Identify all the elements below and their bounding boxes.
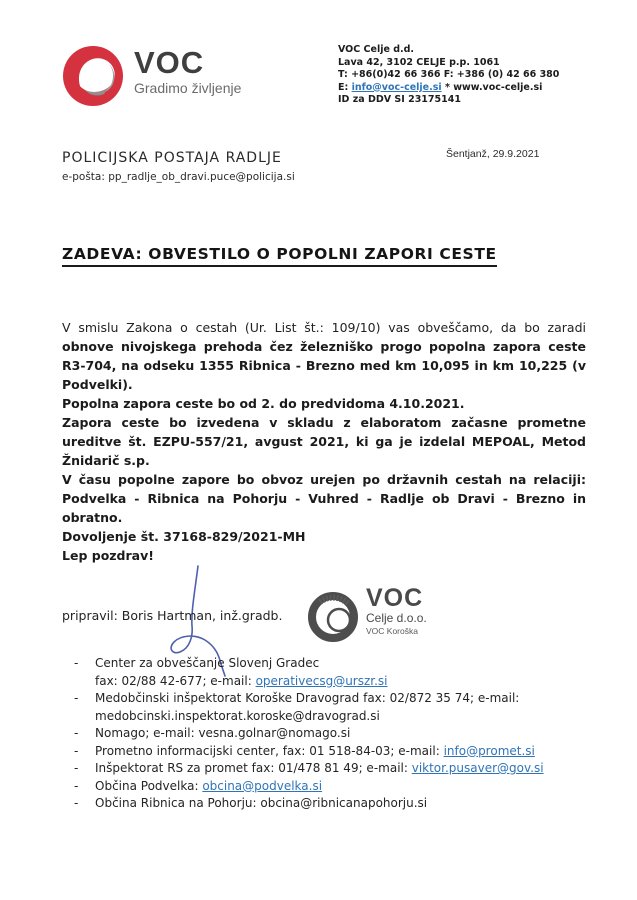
logo-tagline: Gradimo življenje <box>134 80 242 96</box>
contact-item <box>74 795 586 813</box>
contact-content <box>95 725 350 743</box>
contact-content <box>95 743 535 761</box>
contact-bullet: - <box>74 778 79 793</box>
company-email-line <box>338 82 608 95</box>
contact-item <box>74 655 586 690</box>
contact-email-link[interactable]: viktor.pusaver@gov.si <box>411 761 544 775</box>
contact-content <box>95 655 388 690</box>
contact-item <box>74 760 586 778</box>
contact-content <box>95 778 322 796</box>
contact-content <box>95 690 519 725</box>
contact-content <box>95 760 544 778</box>
contact-text: Nomago; e-mail: vesna.golnar@nomago.si <box>95 726 351 740</box>
permit-number: Dovoljenje št. 37168-829/2021-MH <box>62 529 306 544</box>
contact-bullet: - <box>74 691 79 705</box>
recipient-email: e-pošta: pp_radlje_ob_dravi.puce@policija.si <box>62 171 295 183</box>
paragraph-intro <box>62 318 586 394</box>
paragraph-closure-dates: Popolna zapora ceste bo od 2. do predvidoma 4.10.2021. <box>62 396 465 411</box>
contact-bullet: - <box>74 796 79 810</box>
company-vat-id: ID za DDV SI 23175141 <box>338 94 461 105</box>
recipient-name: POLICIJSKA POSTAJA RADLJE <box>62 150 282 166</box>
contact-text: Občina Ribnica na Pohorju: obcina@ribnicanapohorju.si <box>95 796 428 810</box>
contact-text: Medobčinski inšpektorat Koroške Dravograd fax: 02/872 35 74; e-mail: <box>95 691 520 705</box>
contact-text: medobcinski.inspektorat.koroske@dravograd.si <box>95 708 380 723</box>
company-email-prefix: E: <box>338 81 352 93</box>
prepared-by: pripravil: Boris Hartman, inž.gradb. <box>62 608 283 623</box>
company-website: * www.voc-celje.si <box>441 81 543 93</box>
paragraph-detour-line2: V času popolne zapore bo obvoz urejen po državnih cestah na relaciji: Podvelka - Ribnica na Pohorju - Vuhred - Radlje ob Dravi - Brezno in obratno. <box>62 472 586 525</box>
contact-bullet: - <box>74 726 79 740</box>
voc-logo-icon <box>62 42 128 112</box>
logo-brand: VOC <box>134 45 205 80</box>
company-email-link[interactable]: info@voc-celje.si <box>351 81 442 93</box>
paragraph-detour-line1: Zapora ceste bo izvedena v skladu z elaboratom začasne prometne ureditve št. EZPU-557/21, avgust 2021, ki ga je izdelal MEPOAL, Metod Žnidarič s.p. <box>62 415 586 468</box>
letter-body <box>62 318 586 565</box>
company-address: Lava 42, 3102 CELJE p.p. 1061 <box>338 56 500 68</box>
contact-bullet: - <box>74 743 79 758</box>
stamp-brand: VOC <box>366 584 424 612</box>
contact-item <box>74 743 586 761</box>
contact-email-link[interactable]: operativecsg@urszr.si <box>255 673 388 688</box>
stamp-region: VOC Koroška <box>366 626 418 636</box>
contact-text: Prometno informacijski center, fax: 01 518-84-03; e-mail: <box>95 743 444 758</box>
company-phone-fax: T: +86(0)42 66 366 F: +386 (0) 42 66 380 <box>338 69 560 80</box>
contact-item <box>74 778 586 796</box>
paragraph-intro-bold: obnove nivojskega prehoda čez železniško progo popolna zapora ceste R3-704, na odseku 1355 Ribnica - Brezno med km 10,095 in km 10,225 (v Podvelki). <box>62 339 586 392</box>
contact-text: Občina Podvelka: <box>95 778 203 793</box>
contact-text: Center za obveščanje Slovenj Gradec <box>95 656 320 670</box>
voc-stamp <box>308 586 427 646</box>
voc-stamp-icon <box>308 590 360 646</box>
contact-content <box>95 795 427 813</box>
stamp-company: Celje d.o.o. <box>366 611 427 625</box>
voc-logo <box>62 42 241 112</box>
contact-text: fax: 02/88 42-677; e-mail: <box>95 673 256 688</box>
contacts-list <box>74 655 586 813</box>
company-name: VOC Celje d.d. <box>338 44 415 55</box>
company-info-block <box>338 44 608 107</box>
contact-text: Inšpektorat RS za promet fax: 01/478 81 49; e-mail: <box>95 761 412 775</box>
paragraph-detour <box>62 413 586 527</box>
subject-text: ZADEVA: OBVESTILO O POPOLNI ZAPORI CESTE <box>62 245 497 267</box>
contact-email-link[interactable]: obcina@podvelka.si <box>202 778 323 793</box>
contact-item <box>74 690 586 725</box>
paragraph-intro-regular: V smislu Zakona o cestah (Ur. List št.: 109/10) vas obveščamo, da bo zaradi <box>62 320 586 335</box>
contact-bullet: - <box>74 656 79 670</box>
letter-date: Šentjanž, 29.9.2021 <box>446 148 540 160</box>
contact-bullet: - <box>74 761 79 775</box>
closing-salutation: Lep pozdrav! <box>62 548 154 563</box>
contact-email-link[interactable]: info@promet.si <box>443 743 535 758</box>
recipient-block <box>62 150 295 183</box>
subject-line <box>62 244 497 267</box>
contact-item <box>74 725 586 743</box>
